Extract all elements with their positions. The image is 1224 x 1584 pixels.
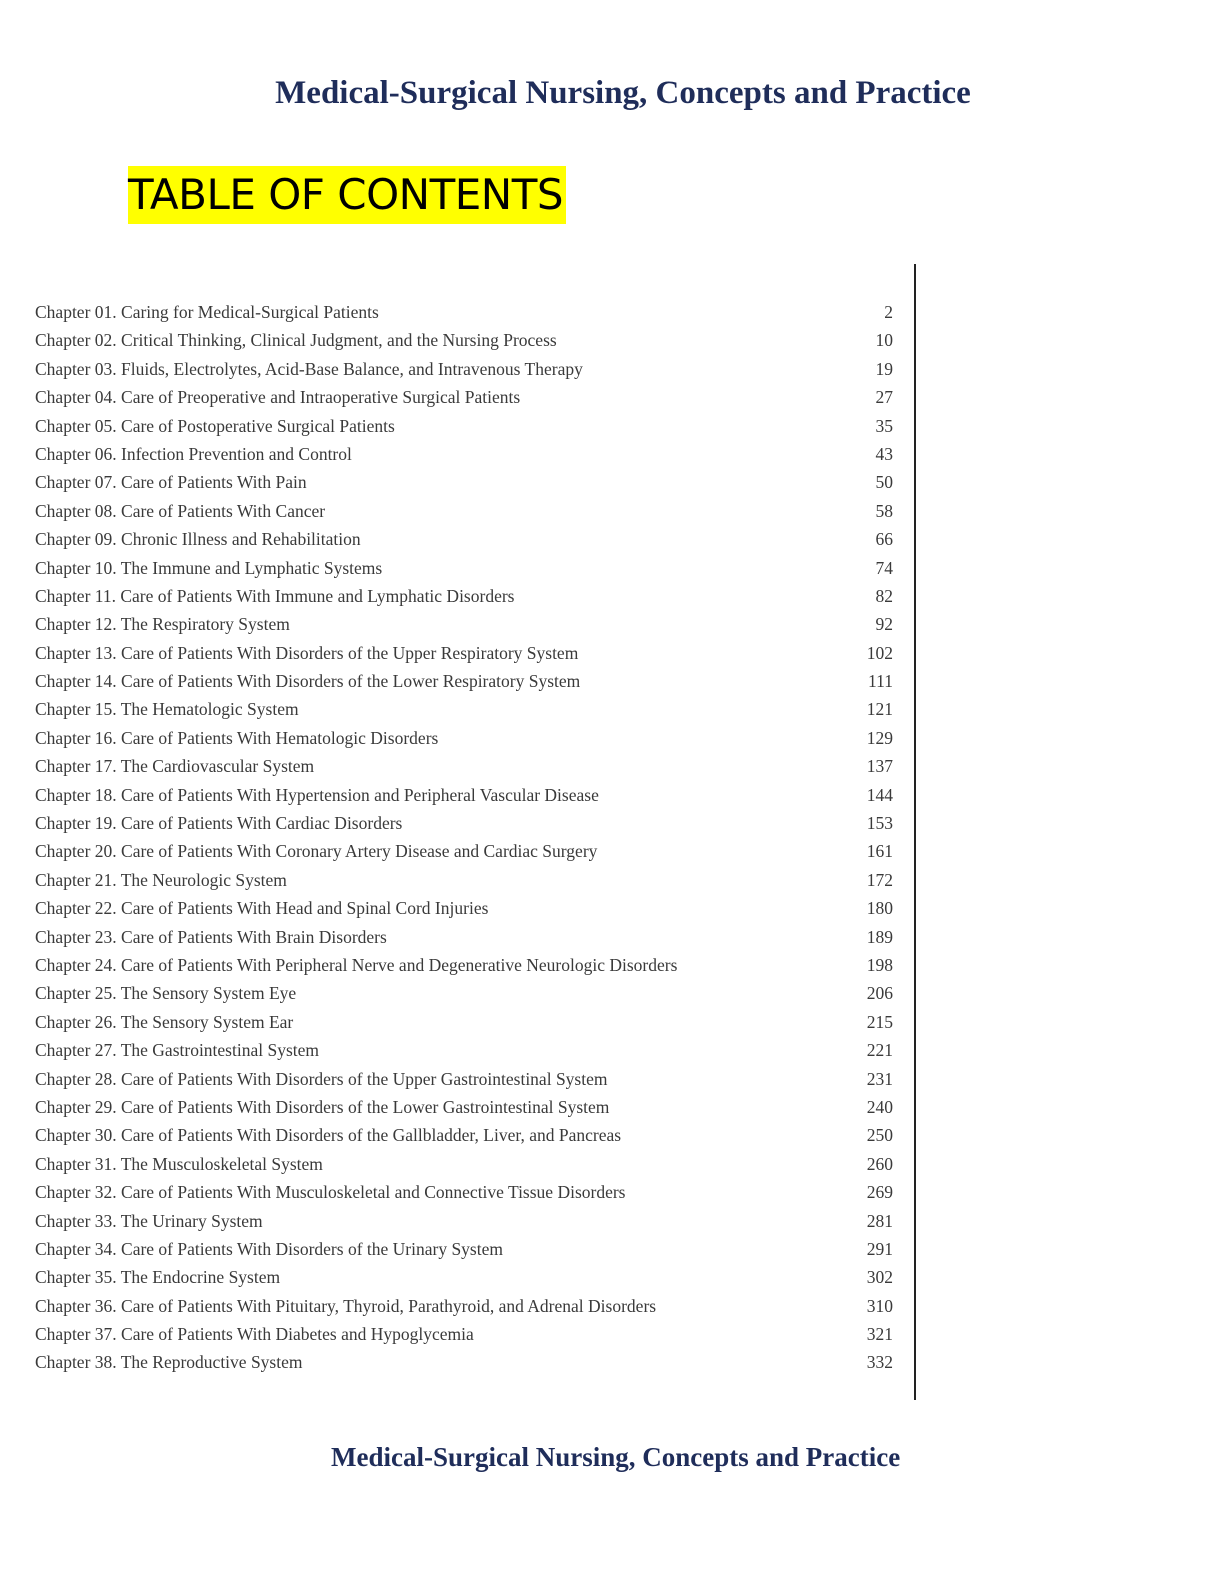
toc-entry-page: 35 [875,415,893,436]
toc-entry-title: Chapter 20. Care of Patients With Coronary Artery Disease and Cardiac Surgery [35,841,598,862]
document-title: Medical-Surgical Nursing, Concepts and Practice [275,75,971,111]
toc-entry-page: 231 [866,1068,893,1089]
footer-title: Medical-Surgical Nursing, Concepts and Practice [331,1442,901,1472]
toc-entry[interactable] [35,866,893,894]
toc-entry-page: 27 [875,387,893,408]
toc-entry-title: Chapter 17. The Cardiovascular System [35,756,315,777]
toc-entry[interactable] [35,695,893,723]
toc-entry-page: 82 [875,585,893,606]
toc-entry-title: Chapter 29. Care of Patients With Disorders of the Lower Gastrointestinal System [35,1096,610,1117]
toc-entry[interactable] [35,497,893,525]
toc-entry-title: Chapter 05. Care of Postoperative Surgical Patients [35,415,395,436]
toc-entry[interactable] [35,894,893,922]
toc-entry-title: Chapter 03. Fluids, Electrolytes, Acid-Base Balance, and Intravenous Therapy [35,358,583,379]
toc-entry[interactable] [35,724,893,752]
toc-entry-page: 269 [866,1182,893,1203]
toc-entry-title: Chapter 01. Caring for Medical-Surgical Patients [35,302,379,322]
toc-entry-title: Chapter 23. Care of Patients With Brain Disorders [35,926,387,947]
toc-entry-title: Chapter 25. The Sensory System Eye [35,983,297,1004]
toc-entry-page: 221 [866,1040,893,1061]
toc-entry[interactable] [35,1008,893,1036]
toc-entry-page: 144 [866,784,893,805]
toc-entry[interactable] [35,554,893,582]
toc-entry-page: 10 [875,330,893,351]
toc-entry-page: 260 [866,1153,893,1174]
toc-entry[interactable] [35,923,893,951]
toc-entry-title: Chapter 14. Care of Patients With Disorders of the Lower Respiratory System [35,671,581,692]
toc-entry[interactable] [35,582,893,610]
toc-entry[interactable] [35,1292,893,1320]
toc-entry[interactable] [35,1150,893,1178]
toc-entry-title: Chapter 35. The Endocrine System [35,1267,281,1288]
toc-entry[interactable] [35,1207,893,1235]
toc-list [35,298,893,1377]
toc-entry-title: Chapter 27. The Gastrointestinal System [35,1040,320,1061]
toc-entry-title: Chapter 04. Care of Preoperative and Intraoperative Surgical Patients [35,387,521,408]
toc-entry[interactable] [35,1178,893,1206]
toc-entry[interactable] [35,326,893,354]
toc-entry-page: 198 [866,954,893,975]
toc-entry[interactable] [35,355,893,383]
toc-entry-page: 121 [866,699,893,720]
toc-entry[interactable] [35,440,893,468]
toc-entry-page: 332 [866,1352,893,1373]
toc-entry-title: Chapter 37. Care of Patients With Diabetes and Hypoglycemia [35,1324,474,1345]
toc-entry[interactable] [35,1093,893,1121]
toc-heading: TABLE OF CONTENTS [128,166,566,224]
toc-entry-title: Chapter 30. Care of Patients With Disorders of the Gallbladder, Liver, and Pancreas [35,1125,622,1146]
toc-entry-title: Chapter 16. Care of Patients With Hematologic Disorders [35,727,439,748]
toc-entry-page: 206 [866,983,893,1004]
toc-entry-page: 215 [866,1011,893,1032]
toc-entry-title: Chapter 10. The Immune and Lymphatic Systems [35,557,383,578]
toc-entry-page: 161 [866,841,893,862]
toc-entry-page: 250 [866,1125,893,1146]
toc-entry-title: Chapter 36. Care of Patients With Pituitary, Thyroid, Parathyroid, and Adrenal Disorders [35,1295,657,1316]
toc-entry[interactable] [35,752,893,780]
toc-entry-title: Chapter 21. The Neurologic System [35,869,287,890]
vertical-divider [914,264,916,1400]
toc-entry[interactable] [35,298,893,326]
toc-entry-page: 129 [866,727,893,748]
toc-entry-title: Chapter 26. The Sensory System Ear [35,1011,294,1032]
toc-entry-page: 153 [866,813,893,834]
toc-entry-title: Chapter 34. Care of Patients With Disorders of the Urinary System [35,1238,503,1259]
toc-entry[interactable] [35,610,893,638]
toc-entry-page: 2 [884,302,893,322]
toc-entry-page: 310 [866,1295,893,1316]
toc-entry[interactable] [35,667,893,695]
toc-entry-title: Chapter 12. The Respiratory System [35,614,290,635]
toc-entry[interactable] [35,1065,893,1093]
toc-entry-page: 172 [866,869,893,890]
toc-entry[interactable] [35,1036,893,1064]
toc-entry[interactable] [35,639,893,667]
toc-entry-page: 281 [866,1210,893,1231]
toc-entry-page: 240 [866,1096,893,1117]
toc-entry[interactable] [35,525,893,553]
toc-entry-title: Chapter 38. The Reproductive System [35,1352,303,1373]
toc-entry[interactable] [35,837,893,865]
toc-entry-page: 74 [875,557,893,578]
toc-entry-title: Chapter 07. Care of Patients With Pain [35,472,307,493]
toc-entry-page: 302 [866,1267,893,1288]
toc-entry-page: 43 [875,443,893,464]
toc-entry-title: Chapter 09. Chronic Illness and Rehabilitation [35,529,361,550]
toc-entry-page: 92 [875,614,893,635]
toc-entry[interactable] [35,781,893,809]
toc-entry[interactable] [35,1121,893,1149]
toc-entry-page: 66 [875,529,893,550]
toc-entry-title: Chapter 31. The Musculoskeletal System [35,1153,323,1174]
toc-entry-page: 291 [866,1238,893,1259]
toc-entry-title: Chapter 18. Care of Patients With Hypertension and Peripheral Vascular Disease [35,784,599,805]
toc-entry-title: Chapter 33. The Urinary System [35,1210,263,1231]
toc-entry-title: Chapter 24. Care of Patients With Peripheral Nerve and Degenerative Neurologic Disorders [35,954,678,975]
toc-entry-page: 189 [866,926,893,947]
toc-entry-title: Chapter 02. Critical Thinking, Clinical Judgment, and the Nursing Process [35,330,557,351]
toc-entry-page: 137 [866,756,893,777]
toc-entry-page: 19 [875,358,893,379]
toc-entry[interactable] [35,383,893,411]
toc-entry-title: Chapter 15. The Hematologic System [35,699,299,720]
toc-entry-title: Chapter 22. Care of Patients With Head and Spinal Cord Injuries [35,898,489,919]
toc-entry[interactable] [35,951,893,979]
toc-entry[interactable] [35,809,893,837]
toc-entry-title: Chapter 13. Care of Patients With Disorders of the Upper Respiratory System [35,642,579,663]
toc-entry-title: Chapter 06. Infection Prevention and Control [35,443,352,464]
toc-entry-page: 50 [875,472,893,493]
toc-entry-title: Chapter 32. Care of Patients With Musculoskeletal and Connective Tissue Disorders [35,1182,626,1203]
toc-entry[interactable] [35,412,893,440]
toc-entry-page: 58 [875,500,893,521]
toc-entry[interactable] [35,1235,893,1263]
toc-entry-title: Chapter 28. Care of Patients With Disorders of the Upper Gastrointestinal System [35,1068,608,1089]
toc-entry[interactable] [35,979,893,1007]
toc-entry-page: 111 [868,671,893,692]
toc-entry-title: Chapter 08. Care of Patients With Cancer [35,500,326,521]
toc-entry[interactable] [35,1263,893,1291]
toc-entry-title: Chapter 11. Care of Patients With Immune and Lymphatic Disorders [35,585,515,606]
toc-entry-page: 102 [866,642,893,663]
toc-entry[interactable] [35,1320,893,1348]
toc-entry[interactable] [35,468,893,496]
toc-entry[interactable] [35,1348,893,1376]
toc-entry-title: Chapter 19. Care of Patients With Cardiac Disorders [35,813,403,834]
toc-entry-page: 321 [866,1324,893,1345]
toc-entry-page: 180 [866,898,893,919]
